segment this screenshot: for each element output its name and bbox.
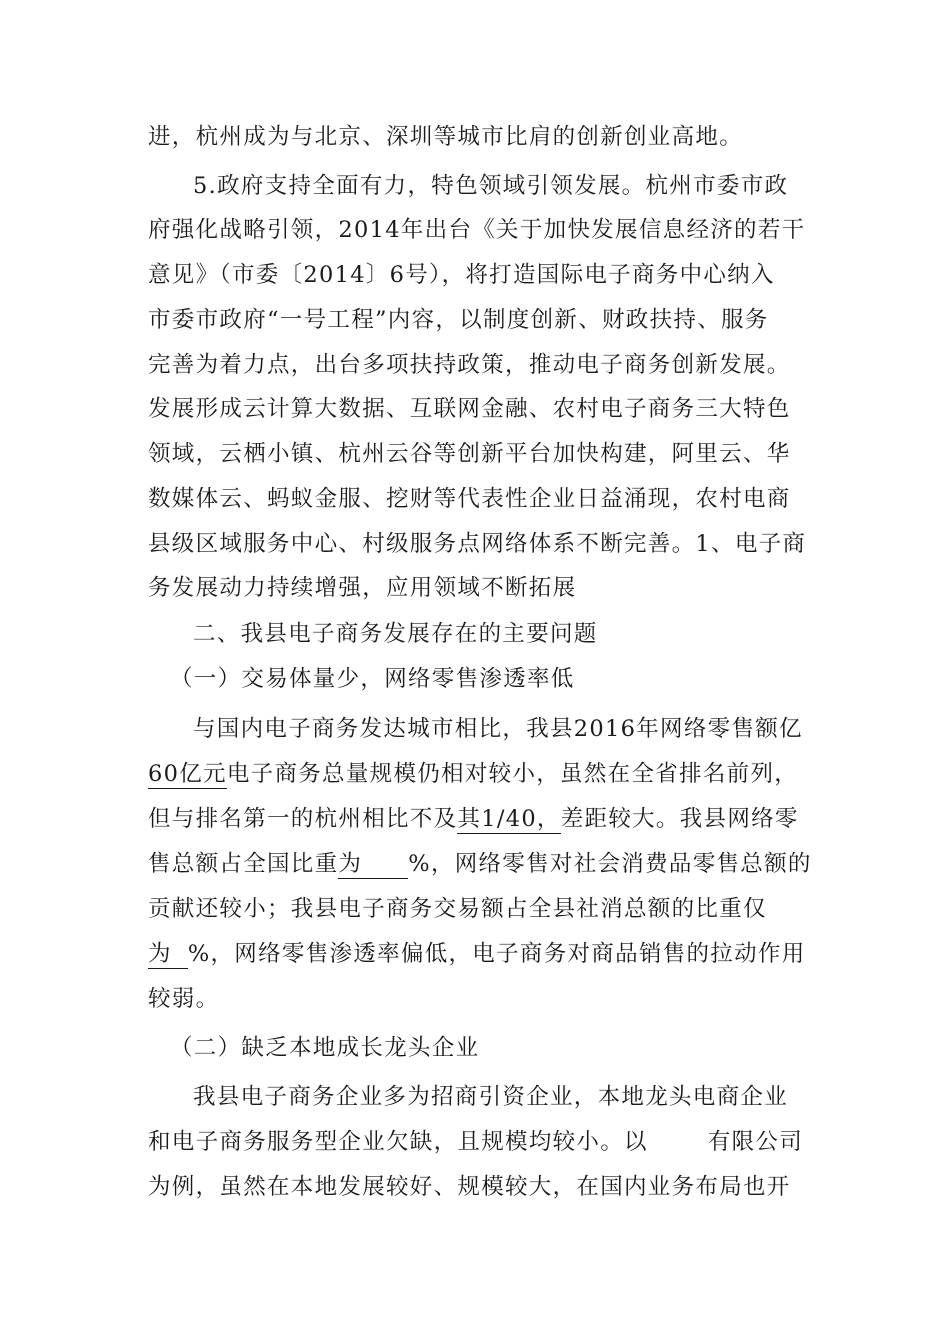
text-span: 但与排名第一的杭州相比不及 [148,806,458,832]
underlined-amount: 60亿元 [148,761,227,787]
text-line [148,1126,808,1158]
text-line: 市委市政府“一号工程”内容，以制度创新、财政扶持、服务 [148,307,769,333]
paragraph-heading: 5.政府支持全面有力，特色领域引领发展。杭州市委市政 [193,173,789,199]
text-span: 为 [338,851,363,877]
text-span: 售总额占全国比重 [148,851,339,877]
text-span: 差距较大。我县网络零 [560,806,799,832]
text-line: 意见》（市委〔2014〕6号），将打造国际电子商务中心纳入 [148,262,775,288]
text-line: 务发展动力持续增强，应用领域不断拓展 [148,575,577,601]
text-span: 电子商务总量规模仍相对较小，虽然在全省排名前列， [226,761,799,787]
text-line [148,803,808,835]
text-line: 完善为着力点，出台多项扶持政策，推动电子商务创新发展。 [148,352,791,378]
text-line [148,848,812,880]
text-line: 较弱。 [148,986,220,1012]
text-line: 我县电子商务企业多为招商引资企业，本地龙头电商企业 [193,1084,789,1110]
text-line: 进，杭州成为与北京、深圳等城市比肩的创新创业高地。 [148,124,744,150]
section-heading: 二、我县电子商务发展存在的主要问题 [193,621,598,647]
text-line: 发展形成云计算大数据、互联网金融、农村电子商务三大特色 [148,396,791,422]
text-line: 数媒体云、蚂蚁金服、挖财等代表性企业日益涌现，农村电商 [148,486,791,512]
text-line: 贡献还较小；我县电子商务交易额占全县社消总额的比重仅 [148,896,767,922]
text-line [148,758,808,790]
underlined-blank [148,941,188,969]
text-line: 县级区域服务中心、村级服务点网络体系不断完善。1、电子商 [148,531,807,557]
underlined-blank [338,851,408,879]
text-span: %，网络零售渗透率偏低，电子商务对商品销售的拉动作用 [187,941,806,967]
text-line [148,938,808,970]
subsection-heading: （二）缺乏本地成长龙头企业 [170,1035,480,1061]
text-line: 与国内电子商务发达城市相比，我县2016年网络零售额亿 [193,716,803,742]
text-line: 领域，云栖小镇、杭州云谷等创新平台加快构建，阿里云、华 [148,441,791,467]
text-line: 为例，虽然在本地发展较好、规模较大，在国内业务布局也开 [148,1174,791,1200]
underlined-ratio: 其1/40， [457,806,561,832]
text-line: 府强化战略引领，2014年出台《关于加快发展信息经济的若干 [148,217,806,243]
text-span: 为 [148,941,172,967]
text-span: 有限公司 [707,1129,804,1155]
text-span: 和电子商务服务型企业欠缺，且规模均较小。以 [148,1129,648,1155]
subsection-heading: （一）交易体量少，网络零售渗透率低 [170,666,575,692]
text-span: %，网络零售对社会消费品零售总额的 [408,851,812,877]
